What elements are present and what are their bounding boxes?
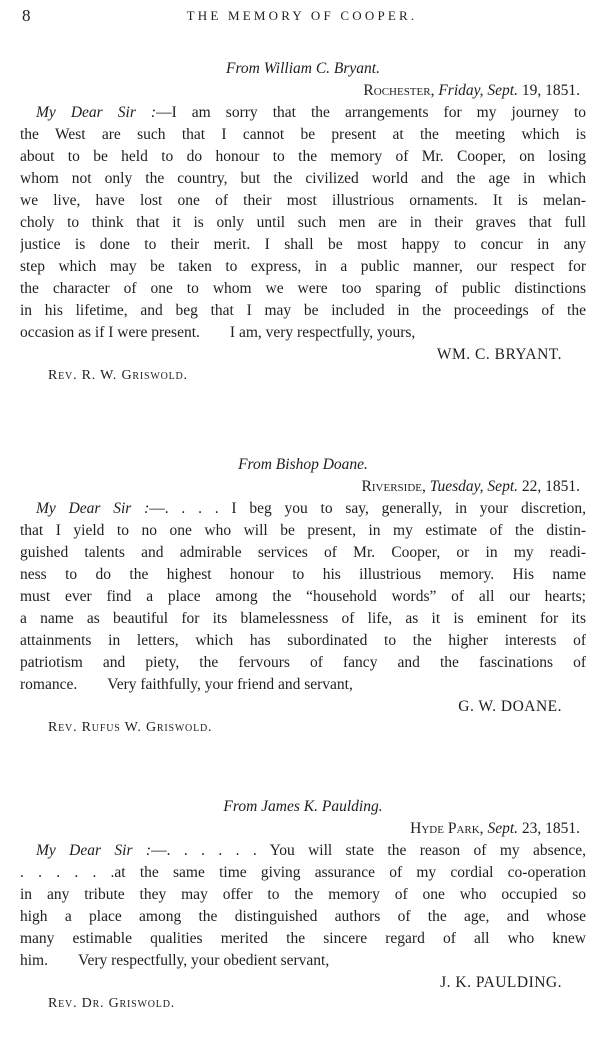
letter-body-line: the character of one to whom we were too sparing of public distinctions	[20, 280, 586, 297]
closing: Very faithfully, your friend and servant,	[107, 676, 353, 693]
letter-dateline	[20, 476, 586, 498]
addressee: Rev. Rufus W. Griswold.	[48, 720, 213, 735]
dateline-date: 22, 1851.	[521, 478, 580, 495]
signature: WM. C. BRYANT.	[436, 346, 562, 363]
letter-body-line	[20, 498, 586, 520]
letter-body-line: step which may be taken to express, in a public manner, our respect for	[20, 258, 586, 275]
letter-body-line: attainments in letters, which has subordinated to the higher interests of	[20, 632, 586, 649]
letter-body-line	[20, 322, 586, 344]
body-text: him.	[20, 952, 48, 969]
closing: Very respectfully, your obedient servant,	[78, 952, 330, 969]
letter-body-line: in his lifetime, and beg that I may be included in the proceedings of the	[20, 302, 586, 319]
letter-body-line: choly to think that it is only until such men are in their graves that full	[20, 214, 586, 231]
letter-body-line: many estimable qualities merited the sincere regard of all who knew	[20, 930, 586, 947]
dateline-date: 23, 1851.	[521, 820, 580, 837]
letter-body-line: whom not only the country, but the civilized world and the age in which	[20, 170, 586, 187]
letter-bryant	[20, 58, 586, 388]
dateline-day: Friday, Sept.	[438, 82, 518, 99]
letter-dateline	[20, 80, 586, 102]
letter-from-heading: From William C. Bryant.	[226, 60, 380, 77]
letter-body-line	[20, 674, 586, 696]
closing: I am, very respectfully, yours,	[229, 324, 416, 341]
letter-body-line: ness to do the highest honour to his illustrious memory. His name	[20, 566, 586, 583]
dateline-place: Rochester,	[363, 82, 435, 99]
letter-body-line: we live, have lost one of their most illustrious ornaments. It is melan-	[20, 192, 586, 209]
dateline-day: Tuesday, Sept.	[429, 478, 518, 495]
addressee: Rev. Dr. Griswold.	[48, 996, 176, 1011]
letter-doane	[20, 454, 586, 740]
letter-body-line: the West are such that I cannot be present at the meeting which is	[20, 126, 586, 143]
addressee: Rev. R. W. Griswold.	[48, 368, 188, 383]
salutation: My Dear Sir :	[36, 104, 157, 121]
letter-body-line: about to be held to do honour to the memory of Mr. Cooper, on losing	[20, 148, 586, 165]
letter-body-line	[20, 950, 586, 972]
body-text: —. . . . . . You will state the reason of my absence,	[151, 842, 586, 859]
dateline-day: Sept.	[487, 820, 518, 837]
body-text: —. . . . I beg you to say, generally, in your discretion,	[149, 500, 586, 517]
signature: G. W. DOANE.	[458, 698, 562, 715]
running-head: THE MEMORY OF COOPER.	[186, 8, 418, 23]
letter-paulding	[20, 796, 586, 1016]
letter-from-heading: From Bishop Doane.	[238, 456, 368, 473]
body-text: —I am sorry that the arrangements for my journey to	[156, 104, 586, 121]
letter-body-line	[20, 102, 586, 124]
dateline-place: Riverside,	[361, 478, 426, 495]
letter-body-line: justice is done to their merit. I shall be most happy to concur in any	[20, 236, 586, 253]
letter-body-line: guished talents and admirable services of Mr. Cooper, or in my readi-	[20, 544, 586, 561]
body-text: romance.	[20, 676, 78, 693]
letter-body-line: high a place among the distinguished authors of the age, and whose	[20, 908, 586, 925]
letter-body-line: must ever find a place among the “household words” of all our hearts;	[20, 588, 586, 605]
letter-body-line: . . . . . .at the same time giving assurance of my cordial co-operation	[20, 864, 586, 881]
salutation: My Dear Sir :	[36, 500, 150, 517]
dateline-date: 19, 1851.	[521, 82, 580, 99]
letter-body-line: a name as beautiful for its blamelessness of life, as it is eminent for its	[20, 610, 586, 627]
signature: J. K. PAULDING.	[440, 974, 562, 991]
letter-dateline	[20, 818, 586, 840]
letter-body-line: in any tribute they may offer to the memory of one who occupied so	[20, 886, 586, 903]
page-number: 8	[22, 6, 31, 25]
letter-body-line	[20, 840, 586, 862]
salutation: My Dear Sir :	[36, 842, 152, 859]
dateline-place: Hyde Park,	[410, 820, 484, 837]
body-text: occasion as if I were present.	[20, 324, 200, 341]
page-header	[22, 6, 582, 30]
letter-body-line: patriotism and piety, the fervours of fancy and the fascinations of	[20, 654, 586, 671]
letter-body-line: that I yield to no one who will be present, in my estimate of the distin-	[20, 522, 586, 539]
letter-from-heading: From James K. Paulding.	[223, 798, 383, 815]
